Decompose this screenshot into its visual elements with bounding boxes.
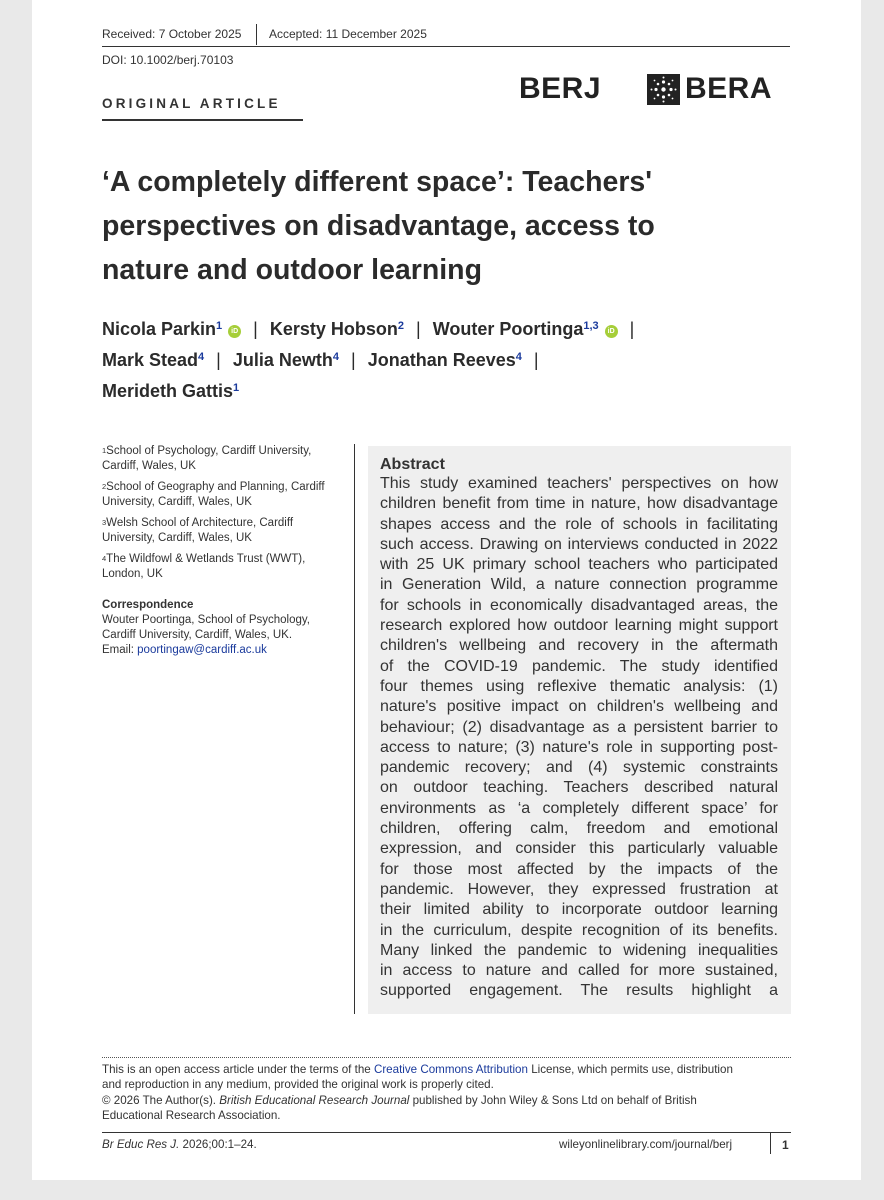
email-link[interactable]: poortingaw@cardiff.ac.uk xyxy=(137,644,267,656)
abstract-line: pandemic recovery; and (4) systemic constraints xyxy=(380,759,778,777)
affiliation: $^1$School of Psychology, Cardiff University, Cardiff, Wales, UK xyxy=(102,445,312,472)
affiliation: $^2$School of Geography and Planning, Cardiff University, Cardiff, Wales, UK xyxy=(102,481,325,508)
author-separator: | xyxy=(629,319,635,339)
citation: Br Educ Res J. 2026;00:1–24. xyxy=(102,1138,257,1151)
author-separator: | xyxy=(216,350,221,370)
abstract-line: with 25 UK primary school teachers who participated xyxy=(380,556,778,574)
abstract-line: access to nature; (3) nature's role in supporting post- xyxy=(380,738,778,756)
received-date: Received: 7 October 2025 xyxy=(102,27,242,41)
title-line: nature and outdoor learning xyxy=(102,254,483,286)
abstract-line: shapes access and the role of schools in facilitating xyxy=(380,515,778,533)
accepted-date: Accepted: 11 December 2025 xyxy=(269,27,427,41)
abstract-line: expression, and consider this particularly valuable xyxy=(380,840,778,858)
correspondence-line: Wouter Poortinga, School of Psychology, xyxy=(102,614,310,626)
author-row xyxy=(102,314,822,345)
abstract-text xyxy=(380,474,778,1002)
affiliation: $^3$Welsh School of Architecture, Cardiff University, Cardiff, Wales, UK xyxy=(102,517,294,544)
bera-logo: BERA xyxy=(685,72,773,105)
orcid-icon[interactable]: iD xyxy=(228,325,241,338)
author[interactable]: Wouter Poortinga$^{1,3}$ iD xyxy=(433,319,618,339)
author[interactable]: Julia Newth$^4$ xyxy=(232,350,340,370)
abstract-line: children benefit from time in nature, how disadvantage xyxy=(380,495,778,513)
title-line: perspectives on disadvantage, access to xyxy=(102,210,655,242)
footer-divider xyxy=(770,1133,771,1154)
abstract-heading: Abstract xyxy=(380,456,445,473)
abstract-line: environments as ‘a completely different space’ for xyxy=(380,799,778,817)
column-divider xyxy=(354,444,355,1014)
bera-emblem-icon xyxy=(647,74,680,105)
footer-rule xyxy=(102,1132,791,1133)
abstract-line: of the COVID-19 pandemic. The study identified xyxy=(380,657,778,675)
author-separator: | xyxy=(416,319,421,339)
author[interactable]: Jonathan Reeves$^4$ xyxy=(367,350,522,370)
meta-divider xyxy=(256,24,257,45)
abstract-line: for schools in economically disadvantaged areas, the xyxy=(380,596,778,614)
abstract-line: in Generation Wild, a nature connection programme xyxy=(380,576,778,594)
journal-url-link[interactable]: wileyonlinelibrary.com/journal/berj xyxy=(559,1138,733,1151)
author[interactable]: Mark Stead$^4$ xyxy=(102,350,205,370)
abstract-line: in the curriculum, despite recognition of its benefits. xyxy=(380,921,778,939)
abstract-line: children, offering calm, freedom and emotional xyxy=(380,820,778,838)
page-number: 1 xyxy=(782,1138,789,1152)
author-row xyxy=(102,345,822,376)
abstract-line: for those most affected by the impacts of the xyxy=(380,860,778,878)
abstract-line: supported engagement. The results highlight a xyxy=(380,982,778,1000)
abstract-line: their limited ability to incorporate outdoor learning xyxy=(380,901,778,919)
abstract-box xyxy=(368,446,791,1014)
article-type-underline xyxy=(102,119,303,121)
abstract-line: behaviour; (2) disadvantage as a persistent barrier to xyxy=(380,718,778,736)
correspondence xyxy=(102,598,347,658)
article-title xyxy=(102,160,802,292)
abstract-line: nature's positive impact on children's wellbeing and xyxy=(380,698,778,716)
header-rule xyxy=(102,46,790,47)
correspondence-line: Cardiff University, Cardiff, Wales, UK. xyxy=(102,629,293,641)
license-text: This is an open access article under the terms of the Creative Commons Attribution License, which permits use, distribution and reproduction in any medium, provided the original work is properly cited. © 2026 The Author(s). British Educational Research Journal published by John Wiley & Sons Ltd on behalf of British Educational Research Association. xyxy=(102,1063,733,1123)
orcid-icon[interactable]: iD xyxy=(605,325,618,338)
author-separator: | xyxy=(253,319,258,339)
author[interactable]: Kersty Hobson$^2$ xyxy=(269,319,405,339)
abstract-line: on outdoor teaching. Teachers described natural xyxy=(380,779,778,797)
berj-logo: BERJ xyxy=(519,72,602,105)
author[interactable]: Nicola Parkin$^1$ iD xyxy=(102,319,241,339)
article-type: ORIGINAL ARTICLE xyxy=(102,96,281,111)
license-rule xyxy=(102,1057,791,1058)
abstract-line: children's wellbeing and recovery in the aftermath xyxy=(380,637,778,655)
author-separator: | xyxy=(351,350,356,370)
correspondence-email-line: Email: poortingaw@cardiff.ac.uk xyxy=(102,644,267,656)
affiliations xyxy=(102,444,347,588)
abstract-line: such access. Drawing on interviews conducted in 2022 xyxy=(380,535,778,553)
abstract-line: in access to nature and called for more sustained, xyxy=(380,962,778,980)
abstract-line: This study examined teachers' perspectives on how xyxy=(380,475,778,492)
affiliation: $^4$The Wildfowl & Wetlands Trust (WWT), London, UK xyxy=(102,553,306,580)
author-separator: | xyxy=(533,350,539,370)
correspondence-heading: Correspondence xyxy=(102,599,194,611)
doi[interactable]: DOI: 10.1002/berj.70103 xyxy=(102,53,234,67)
abstract-line: Many linked the pandemic to widening inequalities xyxy=(380,941,778,959)
cc-license-link[interactable]: Creative Commons Attribution xyxy=(373,1063,528,1076)
abstract-line: four themes using reflexive thematic analysis: (1) xyxy=(380,677,778,695)
abstract-line: research explored how outdoor learning might support xyxy=(380,617,778,635)
journal-page xyxy=(32,0,861,1180)
author-list xyxy=(102,314,822,407)
abstract-line: pandemic. However, they expressed frustration at xyxy=(380,880,778,898)
title-line: ‘A completely different space’: Teachers' xyxy=(102,166,653,198)
author-row xyxy=(102,376,822,407)
author[interactable]: Merideth Gattis$^1$ xyxy=(102,381,240,401)
